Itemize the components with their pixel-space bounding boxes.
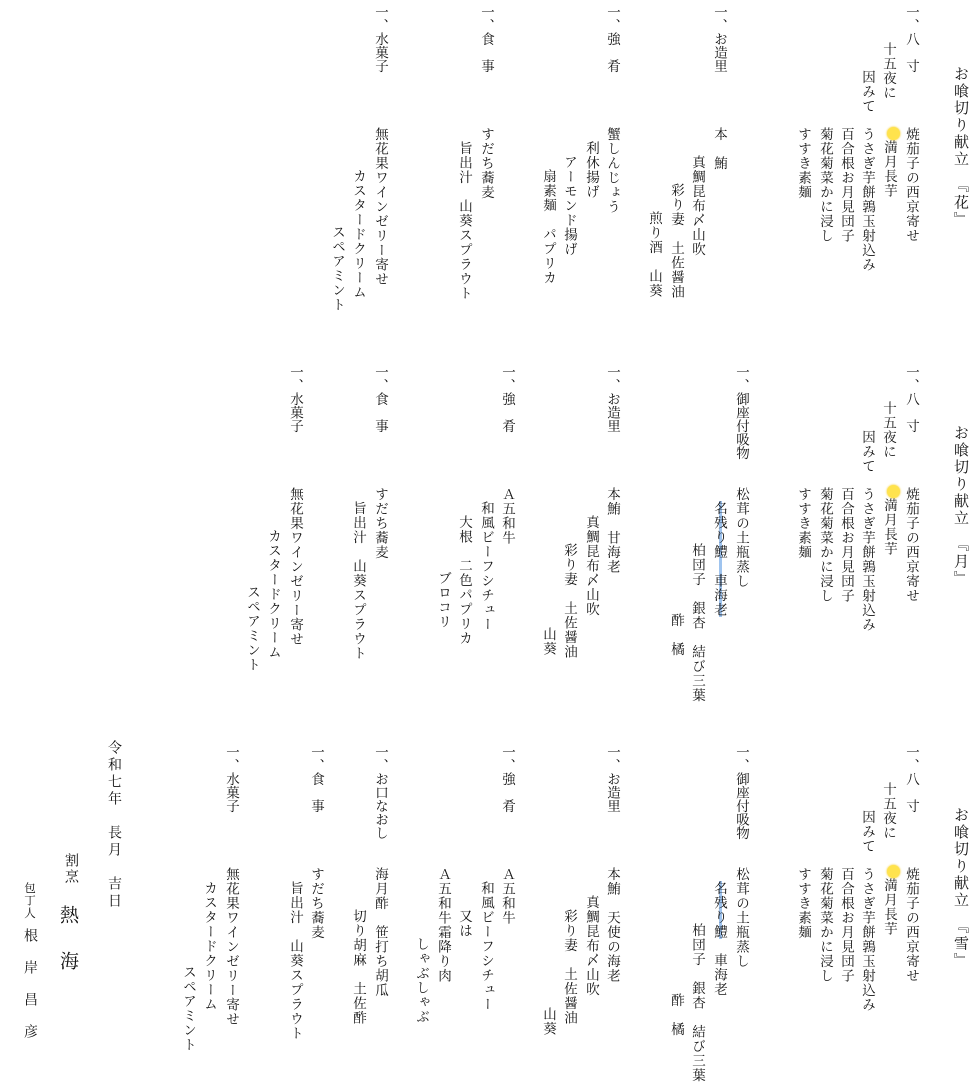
hassun-item: 菊花菊菜かに浸し [817,487,833,603]
hassun-item: 満月長芋 [881,485,900,556]
hassun-item: 焼茄子の西京寄せ [903,487,919,603]
shokuji-item: すだち蕎麦 [372,487,388,560]
mizugashi-item: 無花果ワインゼリー寄せ [287,487,303,647]
shokuji-item: すだち蕎麦 [308,867,324,940]
shiizakana-item: 和風ビーフシチュー [478,881,494,1012]
full-moon-icon [887,485,900,498]
mizugashi-item: カスタードクリーム [201,881,217,1012]
suimono-item: 酢 橘 [668,613,684,657]
mizugashi-item: スペアミント [329,225,345,312]
otsukuri-item: 本 鮪 [711,127,727,171]
date: 令和七年 長月 吉日 [106,740,122,910]
hassun-item: 菊花菊菜かに浸し [817,127,833,243]
shiizakana-item: ブロコリ [435,571,451,629]
category-shokuji: 一、食 事 [308,745,324,813]
shiizakana-item: 利休揚げ [583,141,599,199]
hassun-sub2: 因みて [859,430,875,474]
mizugashi-item: スペアミント [244,585,260,672]
otsukuri-item: 彩り妻 土佐醤油 [561,543,577,659]
category-hassun: 一、八 寸 [903,5,919,73]
mizugashi-item: カスタードクリーム [350,169,366,300]
otsukuri-item: 彩り妻 土佐醤油 [668,183,684,299]
hassun-item: 百合根お月見団子 [838,127,854,243]
shiizakana-item: Ａ五和牛霜降り肉 [435,867,451,983]
category-suimono: 一、御座付吸物 [733,365,749,460]
otsukuri-item: 真鯛昆布〆山吹 [583,515,599,617]
hassun-sub1: 十五夜に [880,401,896,459]
hassun-item: 百合根お月見団子 [838,867,854,983]
suimono-item: 名残り鱧 [711,881,727,939]
shiizakana-item: アーモンド揚げ [561,155,577,257]
shiizakana-item: Ａ五和牛 [499,487,515,545]
mizugashi-item: スペアミント [180,965,196,1052]
category-shiizakana: 一、強 肴 [499,365,515,433]
menu-title: お喰切り献立 『花』 [952,66,970,229]
suimono-item: 車海老 [711,953,727,997]
mizugashi-item: カスタードクリーム [265,529,281,660]
category-mizugashi: 一、水菓子 [372,5,388,73]
otsukuri-item: 真鯛昆布〆山吹 [583,895,599,997]
mizugashi-item: 無花果ワインゼリー寄せ [223,867,239,1027]
suimono-item: 柏団子 銀杏 結び三葉 [689,923,705,1083]
menu-title: お喰切り献立 『月』 [952,425,970,588]
suimono-item: 松茸の土瓶蒸し [733,867,749,969]
shokuji-item: 旨出汁 山葵スプラウト [287,881,303,1041]
category-shiizakana: 一、強 肴 [604,5,620,73]
category-shokuji: 一、食 事 [372,365,388,433]
restaurant-label: 割烹 [63,853,79,885]
shiizakana-item: 和風ビーフシチュー [478,501,494,632]
category-otsukuri: 一、お造里 [604,365,620,433]
hassun-item: すすき素麺 [795,487,811,560]
restaurant-name: 熱 海 [57,905,79,974]
hassun-item: すすき素麺 [795,127,811,200]
shokuji-item: 旨出汁 山葵スプラウト [350,501,366,661]
hassun-item: 百合根お月見団子 [838,487,854,603]
okuchinaoshi-item: 切り胡麻 土佐酢 [350,909,366,1025]
category-shokuji: 一、食 事 [478,5,494,73]
otsukuri-item: 真鯛昆布〆山吹 [689,155,705,257]
hassun-item: 菊花菊菜かに浸し [817,867,833,983]
shiizakana-item: 蟹しんじょう [604,127,620,214]
category-shiizakana: 一、強 肴 [499,745,515,813]
hassun-sub2: 因みて [859,70,875,114]
hassun-item: すすき素麺 [795,867,811,940]
shokuji-item: 旨出汁 山葵スプラウト [456,141,472,301]
shiizakana-item: Ａ五和牛 [499,867,515,925]
category-hassun: 一、八 寸 [903,365,919,433]
category-mizugashi: 一、水菓子 [287,365,303,433]
category-suimono: 一、御座付吸物 [733,745,749,840]
otsukuri-item: 本鮪 甘海老 [604,487,620,574]
shiizakana-item: しゃぶしゃぶ [413,937,429,1024]
otsukuri-item: 煎り酒 山葵 [646,211,662,298]
hassun-item: 焼茄子の西京寄せ [903,867,919,983]
category-otsukuri: 一、お造里 [604,745,620,813]
chef-label: 包丁人 [23,882,37,920]
hassun-item: 満月長芋 [881,865,900,936]
otsukuri-item: 山葵 [540,1007,556,1036]
otsukuri-item: 山葵 [540,627,556,656]
shiizakana-item: 大根 二色パプリカ [456,515,472,646]
otsukuri-item: 彩り妻 土佐醤油 [561,909,577,1025]
hassun-item: 焼茄子の西京寄せ [903,127,919,243]
chef-name: 根 岸 昌 彦 [22,928,38,1040]
okuchinaoshi-item: 海月酢 笹打ち胡瓜 [372,867,388,998]
hassun-item: うさぎ芋餅鶉玉射込み [859,127,875,272]
suimono-item: 松茸の土瓶蒸し [733,487,749,589]
full-moon-icon [887,865,900,878]
hassun-sub2: 因みて [859,810,875,854]
suimono-item: 柏団子 銀杏 結び三葉 [689,543,705,703]
hassun-sub1: 十五夜に [880,782,896,840]
category-okuchinaoshi: 一、お口なおし [372,745,388,840]
hassun-item: うさぎ芋餅鶉玉射込み [859,867,875,1012]
shiizakana-item: 扇素麺 パプリカ [540,169,556,285]
hassun-item: うさぎ芋餅鶉玉射込み [859,487,875,632]
category-mizugashi: 一、水菓子 [223,745,239,813]
hassun-item: 満月長芋 [881,127,900,198]
category-hassun: 一、八 寸 [903,745,919,813]
mizugashi-item: 無花果ワインゼリー寄せ [372,127,388,287]
suimono-item: 酢 橘 [668,993,684,1037]
menu-title: お喰切り献立 『雪』 [952,807,970,970]
otsukuri-item: 本鮪 天使の海老 [604,867,620,983]
full-moon-icon [887,127,900,140]
suimono-item: 名残り鱧 車海老 [711,501,727,617]
shiizakana-item: 又は [456,909,472,938]
hassun-sub1: 十五夜に [880,42,896,100]
category-otsukuri: 一、お造里 [711,5,727,73]
shokuji-item: すだち蕎麦 [478,127,494,200]
